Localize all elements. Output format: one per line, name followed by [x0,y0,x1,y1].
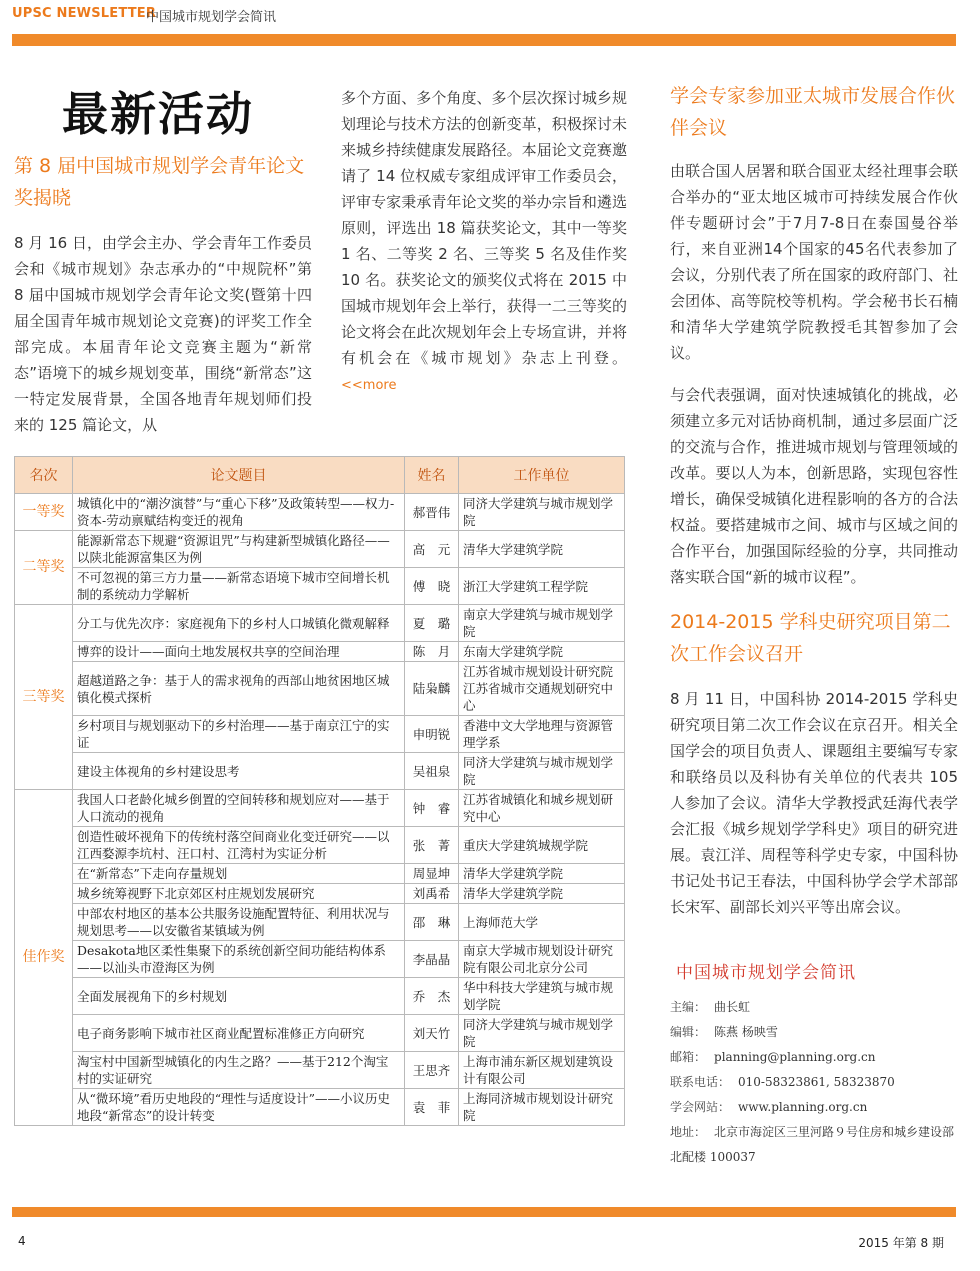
site-line [670,1095,960,1120]
unit-cell: 上海同济城市规划设计研究院 [459,1089,625,1126]
newsletter-header [0,0,980,30]
email-label: 邮箱： [670,1050,707,1064]
article1-body-col2-text: 多个方面、多个角度、多个层次探讨城乡规划理论与技术方法的创新变革，积极探讨未来城乡持续健康发展路径。本届论文竞赛邀请了 14 位权威专家组成评审工作委员会，评审专家秉承青年论文奖的举办宗旨和遴选原则，评选出 18 篇获奖论文，其中一等奖 1 名、二等奖 2 名、三等奖 5 名及佳作奖 10 名。获奖论文的颁奖仪式将在 2015 中国城市规划年会上举行，获得一二三等奖的论文将会在此次规划年会上专场宣讲，并将有机会在《城市规划》杂志上刊登。 [341,89,627,367]
awards-table [14,456,625,1126]
table-row [15,568,625,605]
table-row [15,605,625,642]
table-row [15,753,625,790]
article2-para1: 由联合国人居署和联合国亚太经社理事会联合举办的“亚太地区城市可持续发展合作伙伴专题研讨会”于7月7-8日在泰国曼谷举行，来自亚洲14个国家的45名代表参加了会议，分别代表了所在国家的政府部门、社会团体、高等院校等机构。学会秘书长石楠和清华大学建筑学院教授毛其智参加了会议。 [670,162,958,362]
title-cell: 乡村项目与规划驱动下的乡村治理——基于南京江宁的实证 [73,716,405,753]
unit-cell: 南京大学城市规划设计研究院有限公司北京分公司 [459,941,625,978]
title-cell: 在“新常态”下走向存量规划 [73,864,405,884]
unit-cell: 南京大学建筑与城市规划学院 [459,605,625,642]
unit-cell: 上海市浦东新区规划建筑设计有限公司 [459,1052,625,1089]
table-row [15,1089,625,1126]
author-cell: 乔 杰 [405,978,459,1015]
brand-name: UPSC NEWSLETTER [12,6,157,21]
title-cell: 我国人口老龄化城乡倒置的空间转移和规划应对——基于人口流动的视角 [73,790,405,827]
article2-title: 学会专家参加亚太城市发展合作伙伴会议 [670,85,956,139]
article1-body-col1: 8 月 16 日，由学会主办、学会青年工作委员会和《城市规划》杂志承办的“中规院杯”第 8 届中国城市规划学会青年论文奖(暨第十四届全国青年城市规划论文竞赛)的评奖工作全部完成。本届青年论文竞赛主题为“新常态”语境下的城乡规划变革，围绕“新常态”这一特定发展背景，全国各地青年规划师们投来的 125 篇论文，从 [14,234,312,434]
section-title: 最新活动 [62,87,254,141]
table-row [15,978,625,1015]
table-body [15,494,625,1126]
author-cell: 袁 菲 [405,1089,459,1126]
editor-value: 曲长虹 [714,1000,751,1014]
author-cell: 王思齐 [405,1052,459,1089]
email-value[interactable]: planning@planning.org.cn [714,1050,876,1064]
author-cell: 刘禹希 [405,884,459,904]
article1-title: 第 8 届中国城市规划学会青年论文奖揭晓 [14,155,305,209]
title-cell: 全面发展视角下的乡村规划 [73,978,405,1015]
author-cell: 邵 琳 [405,904,459,941]
article3-body: 8 月 11 日，中国科协 2014-2015 学科史研究项目第二次工作会议在京召开。相关全国学会的项目负责人、课题组主要编写专家和联络员以及科协有关单位的代表共 105 人参加了会议。清华大学教授武廷海代表学会汇报《城乡规划学学科史》项目的研究进展。袁江洋、周程等科学史专家，中国科协书记处书记王春法，中国科协学会学术部部长宋军、副部长刘兴平等出席会议。 [670,690,958,916]
rank-cell: 一等奖 [15,494,73,531]
table-row [15,494,625,531]
title-cell: 分工与优先次序：家庭视角下的乡村人口城镇化微观解释 [73,605,405,642]
title-cell: 中部农村地区的基本公共服务设施配置特征、利用状况与规划思考——以安徽省某镇域为例 [73,904,405,941]
unit-cell: 清华大学建筑学院 [459,531,625,568]
unit-cell: 上海师范大学 [459,904,625,941]
table-row [15,864,625,884]
title-cell: 超越道路之争：基于人的需求视角的西部山地贫困地区城镇化模式探析 [73,662,405,716]
header-rank: 名次 [15,457,73,494]
author-cell: 张 菁 [405,827,459,864]
editors-line [670,1020,960,1045]
header-unit: 工作单位 [459,457,625,494]
table-row [15,884,625,904]
author-cell: 刘天竹 [405,1015,459,1052]
author-cell: 钟 睿 [405,790,459,827]
table-row [15,904,625,941]
address-label: 地址： [670,1125,707,1139]
table-row [15,531,625,568]
issue-label: 2015 年第 8 期 [858,1236,944,1250]
unit-cell: 东南大学建筑学院 [459,642,625,662]
footer-rule [12,1207,956,1217]
author-cell: 周显坤 [405,864,459,884]
phone-line [670,1070,960,1095]
unit-cell: 香港中文大学地理与资源管理学系 [459,716,625,753]
title-cell: 建设主体视角的乡村建设思考 [73,753,405,790]
author-cell: 高 元 [405,531,459,568]
author-cell: 夏 璐 [405,605,459,642]
article1-body-col2 [341,85,627,399]
rank-cell: 二等奖 [15,531,73,605]
author-cell: 陈 月 [405,642,459,662]
article3-title: 2014-2015 学科史研究项目第二次工作会议召开 [670,611,951,665]
brand-name-cn: 中国城市规划学会简讯 [146,10,277,25]
unit-cell: 同济大学建筑与城市规划学院 [459,753,625,790]
author-cell: 申明锐 [405,716,459,753]
more-link[interactable]: <<more [341,378,397,393]
title-cell: Desakota地区柔性集聚下的系统创新空间功能结构体系——以汕头市澄海区为例 [73,941,405,978]
table-row [15,716,625,753]
unit-cell: 江苏省城市规划设计研究院江苏省城市交通规划研究中心 [459,662,625,716]
table-row [15,941,625,978]
contact-box-title: 中国城市规划学会简讯 [676,963,856,983]
unit-cell: 重庆大学建筑城规学院 [459,827,625,864]
unit-cell: 浙江大学建筑工程学院 [459,568,625,605]
title-cell: 能源新常态下规避“资源诅咒”与构建新型城镇化路径——以陕北能源富集区为例 [73,531,405,568]
address-value: 北京市海淀区三里河路９号住房和城乡建设部北配楼 100037 [670,1125,955,1164]
title-cell: 不可忽视的第三方力量——新常态语境下城市空间增长机制的系统动力学解析 [73,568,405,605]
author-cell: 傅 晓 [405,568,459,605]
table-row [15,662,625,716]
table-header-row [15,457,625,494]
unit-cell: 华中科技大学建筑与城市规划学院 [459,978,625,1015]
title-cell: 从“微环境”看历史地段的“理性与适度设计”——小议历史地段“新常态”的设计转变 [73,1089,405,1126]
phone-value: 010-58323861, 58323870 [738,1075,895,1089]
editor-line [670,995,960,1020]
editors-value: 陈燕 杨映雪 [714,1025,778,1039]
author-cell: 郝晋伟 [405,494,459,531]
title-cell: 城镇化中的“潮汐演替”与“重心下移”及政策转型——权力-资本-劳动禀赋结构变迁的视角 [73,494,405,531]
table-row [15,1015,625,1052]
title-cell: 创造性破坏视角下的传统村落空间商业化变迁研究——以江西婺源李坑村、汪口村、江湾村为实证分析 [73,827,405,864]
title-cell: 城乡统筹视野下北京郊区村庄规划发展研究 [73,884,405,904]
site-value[interactable]: www.planning.org.cn [738,1100,868,1114]
unit-cell: 清华大学建筑学院 [459,884,625,904]
table-row [15,790,625,827]
editor-label: 主编： [670,1000,707,1014]
header-author: 姓名 [405,457,459,494]
editors-label: 编辑： [670,1025,707,1039]
page-number: 4 [18,1234,26,1248]
unit-cell: 同济大学建筑与城市规划学院 [459,494,625,531]
title-cell: 博弈的设计——面向土地发展权共享的空间治理 [73,642,405,662]
address-line [670,1120,960,1170]
rank-cell: 三等奖 [15,605,73,790]
author-cell: 陆枭麟 [405,662,459,716]
table-row [15,1052,625,1089]
unit-cell: 江苏省城镇化和城乡规划研究中心 [459,790,625,827]
site-label: 学会网站： [670,1100,731,1114]
email-line [670,1045,960,1070]
table-row [15,827,625,864]
table-row [15,642,625,662]
contact-box [670,958,960,1170]
header-rule [12,34,956,46]
title-cell: 淘宝村中国新型城镇化的内生之路？——基于212个淘宝村的实证研究 [73,1052,405,1089]
unit-cell: 同济大学建筑与城市规划学院 [459,1015,625,1052]
author-cell: 吴祖泉 [405,753,459,790]
phone-label: 联系电话： [670,1075,731,1089]
header-title: 论文题目 [73,457,405,494]
unit-cell: 清华大学建筑学院 [459,864,625,884]
title-cell: 电子商务影响下城市社区商业配置标准修正方向研究 [73,1015,405,1052]
article2-para2: 与会代表强调，面对快速城镇化的挑战，必须建立多元对话协商机制，通过多层面广泛的交流与合作，推进城市规划与管理领域的改革。要以人为本，创新思路，实现包容性增长，确保受城镇化进程影响的各方的合法权益。要搭建城市之间、城市与区域之间的合作平台，加强国际经验的分享，共同推动落实联合国“新的城市议程”。 [670,386,958,586]
author-cell: 李晶晶 [405,941,459,978]
rank-cell: 佳作奖 [15,790,73,1126]
